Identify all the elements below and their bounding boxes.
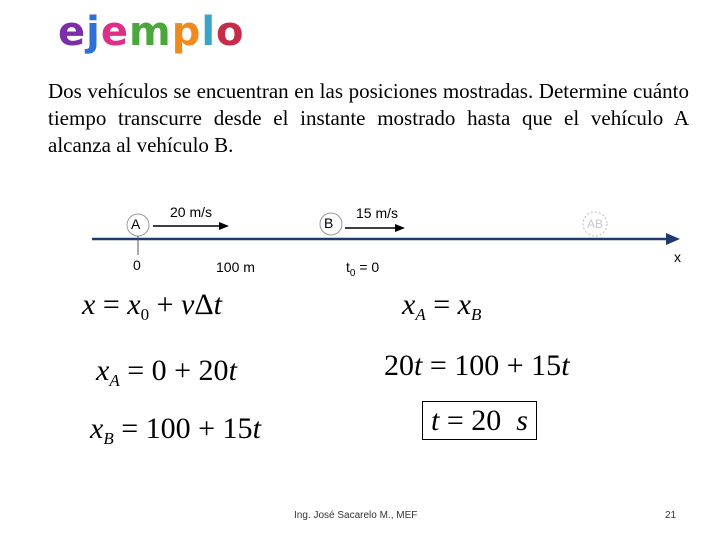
vehicle-b-label: B <box>324 215 334 231</box>
title-letter: p <box>171 9 202 55</box>
title-letter: m <box>129 9 172 55</box>
equation-solve: 20t = 100 + 15t <box>384 349 570 382</box>
x-axis-label: x <box>674 249 681 265</box>
title-letter: o <box>216 9 245 55</box>
footer-author: Ing. José Sacarelo M., MEF <box>294 510 418 521</box>
equation-position-a: $x_A = 0 + 20t$ <box>96 354 237 390</box>
title-letter: e <box>100 9 129 55</box>
meeting-point-label: AB <box>587 217 604 231</box>
equation-result <box>422 404 537 438</box>
speed-a-label: 20 m/s <box>170 204 213 220</box>
title-letter: e <box>58 9 87 55</box>
speed-b-label: 15 m/s <box>356 205 399 221</box>
equation-general-position: $x = x_0 + v\Delta t$ <box>82 288 222 324</box>
distance-label: 100 m <box>216 259 255 275</box>
initial-time-label: $t_0 = 0$ <box>346 259 380 279</box>
origin-label: 0 <box>133 257 141 273</box>
equation-position-b: $x_B = 100 + 15t$ <box>90 412 261 448</box>
velocity-b-arrowhead <box>395 224 405 232</box>
equation-meeting-condition: $x_A = x_B$ <box>402 288 482 324</box>
problem-statement: Dos vehículos se encuentran en las posiciones mostradas. Determine cuánto tiempo transcurre desde el instante mostrado hasta que el vehículo A alcanza al vehículo B. <box>48 79 689 157</box>
page-number: 21 <box>665 510 677 521</box>
result-box: t = 20 s <box>422 401 537 440</box>
vehicle-a-label: A <box>131 216 141 232</box>
x-axis-arrowhead <box>666 233 680 245</box>
velocity-a-arrowhead <box>219 222 229 230</box>
title-letter: l <box>201 9 217 55</box>
title-letter: j <box>86 9 101 55</box>
